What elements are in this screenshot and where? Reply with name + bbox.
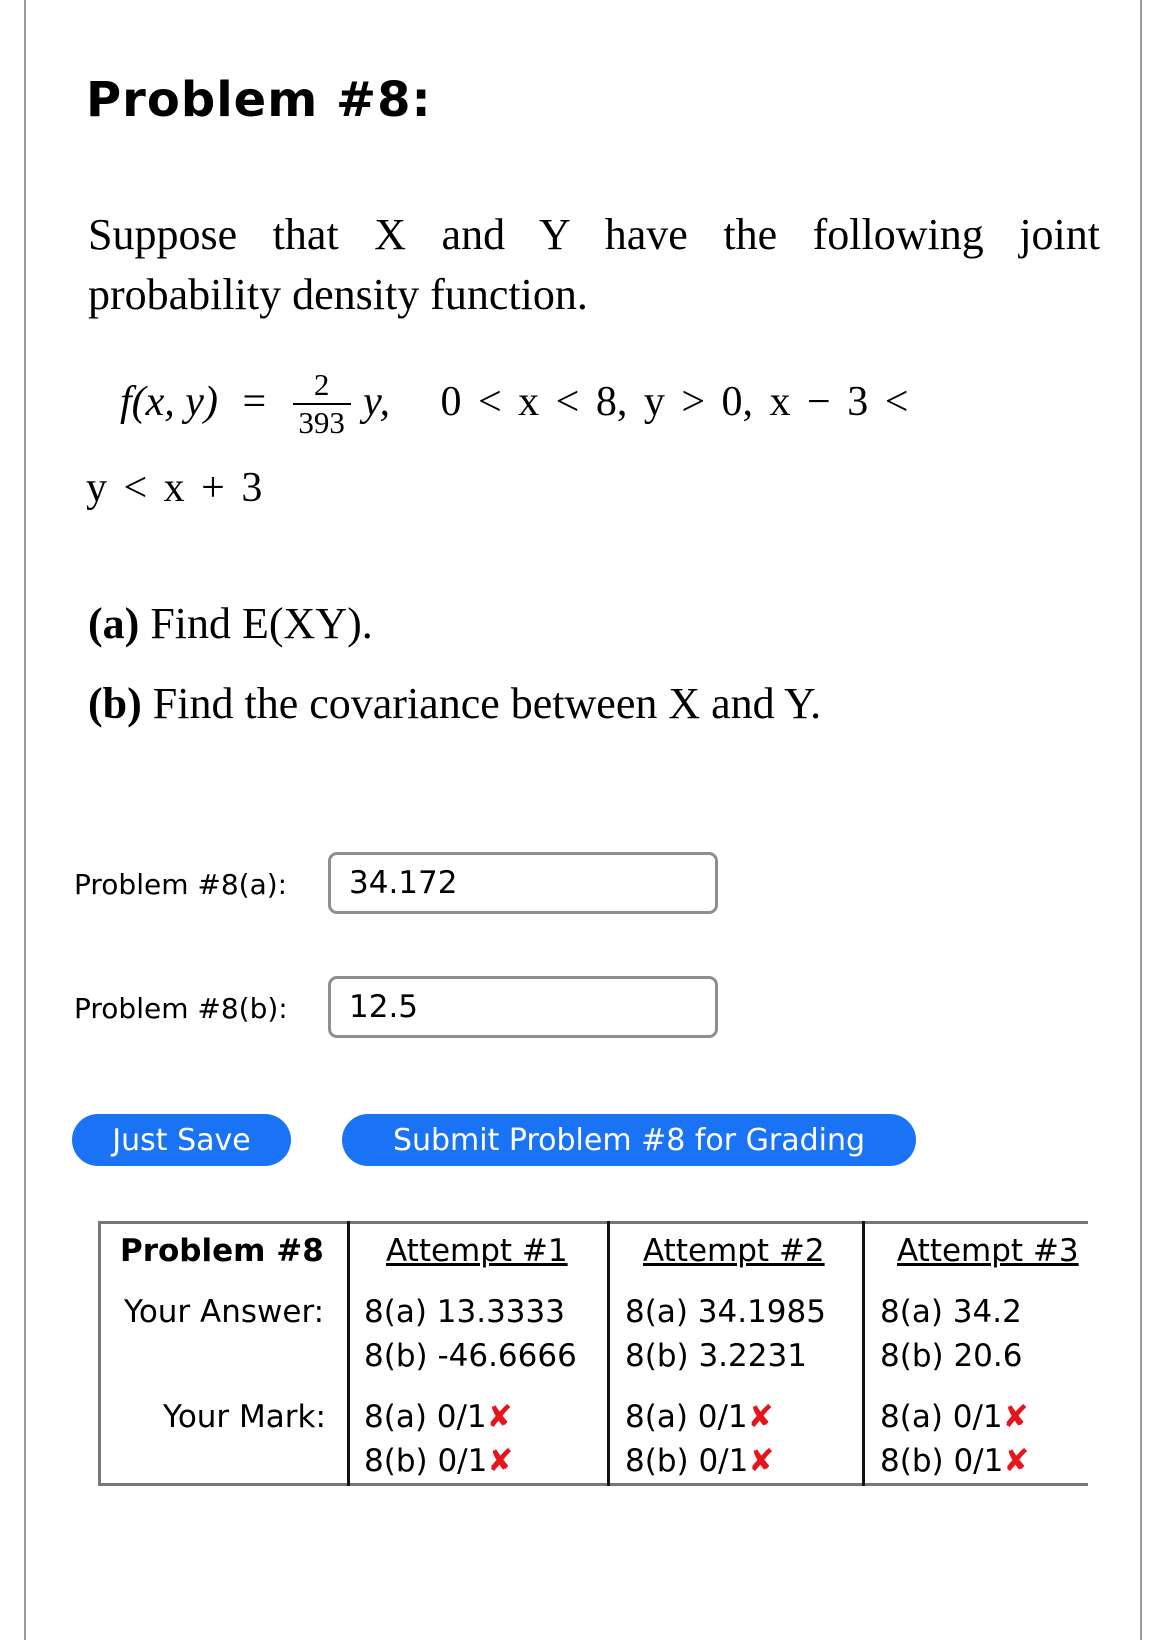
just-save-button[interactable]: Just Save <box>72 1114 291 1166</box>
formula-conditions-cont: y < x + 3 <box>86 465 263 511</box>
problem-title: Problem #8: <box>86 72 432 128</box>
attempt-1-link[interactable]: Attempt #1 <box>386 1233 568 1269</box>
answer-a-label: Problem #8(a): <box>74 868 288 901</box>
wrong-icon: ✘ <box>1003 1443 1030 1479</box>
formula-fraction <box>291 367 353 441</box>
formula-rhs: y, <box>363 379 390 425</box>
fraction-numerator: 2 <box>313 367 330 403</box>
wrong-icon: ✘ <box>747 1399 774 1435</box>
your-answer-label: Your Answer: <box>124 1294 325 1330</box>
attempt-2-link[interactable]: Attempt #2 <box>643 1233 825 1269</box>
attempt-3-answer: 8(a) 34.2 8(b) 20.6 <box>880 1294 1023 1374</box>
formula-equals: = <box>242 379 267 425</box>
part-b-label: (b) <box>88 679 142 728</box>
your-mark-label: Your Mark: <box>163 1399 326 1435</box>
answer-b-input[interactable] <box>328 976 718 1038</box>
answer-a-input[interactable] <box>328 852 718 914</box>
problem-intro: Suppose that X and Y have the following joint probability density function. <box>88 210 1100 319</box>
attempt-3-link[interactable]: Attempt #3 <box>897 1233 1079 1269</box>
part-b <box>88 678 821 729</box>
attempt-1-answer: 8(a) 13.3333 8(b) -46.6666 <box>364 1294 577 1374</box>
attempt-1-mark: 8(a) 0/1✘ 8(b) 0/1✘ <box>364 1399 514 1479</box>
attempt-3-mark: 8(a) 0/1✘ 8(b) 0/1✘ <box>880 1399 1030 1479</box>
pdf-formula <box>120 367 909 441</box>
answer-b-label: Problem #8(b): <box>74 992 288 1025</box>
part-a-label: (a) <box>88 599 140 648</box>
formula-conditions: 0 < x < 8, y > 0, x − 3 < <box>440 379 909 425</box>
part-a-text: Find E(XY). <box>150 599 373 648</box>
attempts-header: Problem #8 <box>120 1233 324 1269</box>
wrong-icon: ✘ <box>1002 1399 1029 1435</box>
attempt-2-answer: 8(a) 34.1985 8(b) 3.2231 <box>625 1294 826 1374</box>
submit-grading-button[interactable]: Submit Problem #8 for Grading <box>342 1114 916 1166</box>
part-b-text: Find the covariance between X and Y. <box>152 679 822 728</box>
wrong-icon: ✘ <box>487 1443 514 1479</box>
attempt-2-mark: 8(a) 0/1✘ 8(b) 0/1✘ <box>625 1399 775 1479</box>
wrong-icon: ✘ <box>486 1399 513 1435</box>
part-a <box>88 598 373 649</box>
wrong-icon: ✘ <box>748 1443 775 1479</box>
formula-lhs: f(x, y) <box>120 379 218 425</box>
fraction-denominator: 393 <box>298 405 345 441</box>
